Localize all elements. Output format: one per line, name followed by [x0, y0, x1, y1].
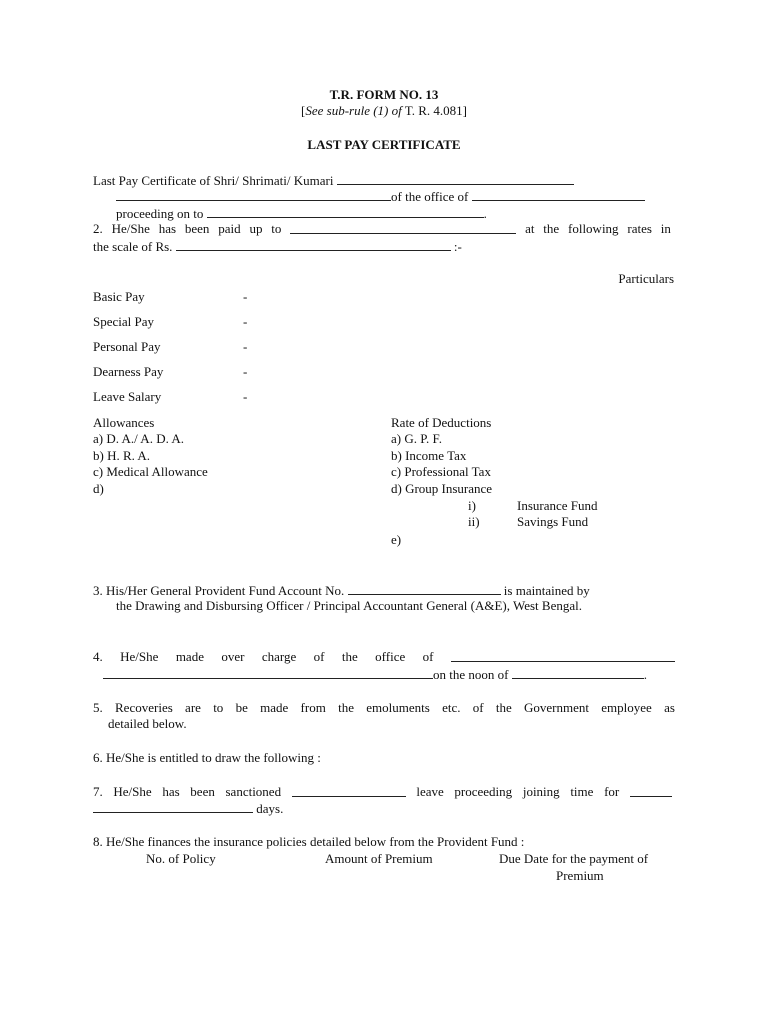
- para-5-word: the: [495, 700, 512, 715]
- para-7-word: been: [190, 784, 215, 799]
- deduction-item: a) G. P. F.: [391, 431, 442, 446]
- para-4-word: charge: [261, 649, 297, 664]
- para-8: 8. He/She finances the insurance policies detailed below from the Provident Fund :: [93, 834, 525, 849]
- para-5-word: employee: [601, 700, 652, 715]
- pay-item-dash: -: [243, 314, 248, 329]
- allowance-item: d): [93, 481, 104, 496]
- para-7-word: 7.: [93, 784, 103, 799]
- para-4-word: He/She: [120, 649, 159, 664]
- intro-line-2: [116, 188, 645, 205]
- para-7-word: has: [162, 784, 180, 799]
- pay-item-personal: Personal Pay: [93, 339, 161, 354]
- joining-time-blank[interactable]: [630, 784, 672, 797]
- para-4-word: the: [341, 649, 358, 664]
- para-2-word: He/She: [111, 221, 150, 236]
- para-5-word: etc.: [442, 700, 461, 715]
- para-2-word: up: [249, 221, 263, 236]
- para-7-line-2: [93, 800, 283, 817]
- particulars-label: Particulars: [618, 271, 674, 286]
- para-4-word: of: [313, 649, 325, 664]
- pay-item-dash: -: [243, 389, 248, 404]
- para-6: 6. He/She is entitled to draw the following :: [93, 750, 321, 765]
- para-2-word: in: [660, 221, 671, 236]
- allowance-item: b) H. R. A.: [93, 448, 151, 463]
- deduction-sub-label: Savings Fund: [517, 514, 589, 529]
- subrule-ref: T. R. 4.081: [404, 103, 463, 118]
- office-blank[interactable]: [472, 188, 645, 201]
- para-7-word: leave: [416, 784, 444, 799]
- para-5-word: Recoveries: [115, 700, 173, 715]
- para-5-word: from: [300, 700, 326, 715]
- days-label: days.: [256, 801, 284, 816]
- intro-line-3: proceeding on to .: [116, 206, 487, 221]
- para-3-end: is maintained by: [503, 583, 590, 598]
- para-2-word: has: [158, 221, 177, 236]
- para-7-word: for: [604, 784, 620, 799]
- para-2-word: at: [525, 221, 535, 236]
- subrule-italic: See sub-rule (1) of: [305, 103, 402, 118]
- para-5-word: made: [260, 700, 289, 715]
- proceeding-label: proceeding on to: [116, 206, 204, 221]
- deduction-item: b) Income Tax: [391, 448, 467, 463]
- para-5-word: Government: [524, 700, 589, 715]
- pay-item-dash: -: [243, 364, 248, 379]
- para-5-word: as: [664, 700, 675, 715]
- name-blank[interactable]: [337, 172, 574, 185]
- gpf-account-blank[interactable]: [348, 582, 501, 595]
- para-2-word: following: [568, 221, 619, 236]
- scale-blank[interactable]: [176, 238, 451, 251]
- para-2-line-2: [93, 238, 462, 255]
- of-office-label: of the office of: [391, 189, 469, 204]
- form-number: T.R. FORM NO. 13: [329, 87, 439, 102]
- para-4-line-1: [93, 649, 675, 665]
- deductions-heading: Rate of Deductions: [391, 415, 492, 430]
- premium-column-header: Amount of Premium: [325, 851, 433, 866]
- deduction-sub-num: i): [468, 498, 476, 513]
- due-date-column-header: Due Date for the payment of: [499, 851, 649, 866]
- policy-column-header: No. of Policy: [146, 851, 216, 866]
- para-2-word: paid: [218, 221, 241, 236]
- para-2-word: been: [184, 221, 210, 236]
- para-7-word: sanctioned: [225, 784, 282, 799]
- para-7-word: joining: [522, 784, 560, 799]
- deduction-item-e: e): [391, 532, 402, 547]
- deduction-sub-num: ii): [468, 514, 480, 529]
- para-5-line-1: [93, 700, 675, 716]
- para-3-line-1: [93, 582, 590, 599]
- para-4-word: 4.: [93, 649, 103, 664]
- para-2-line-1: [93, 221, 671, 237]
- intro-line-1: [93, 172, 574, 189]
- para-2-word: the: [543, 221, 560, 236]
- para-5-word: emoluments: [366, 700, 430, 715]
- para-5-word: of: [472, 700, 484, 715]
- para-3-line-2: the Drawing and Disbursing Officer / Principal Accountant General (A&E), West Bengal.: [116, 598, 582, 613]
- due-date-column-header-line-2: Premium: [556, 868, 604, 883]
- leave-period-blank[interactable]: [292, 784, 406, 797]
- para-2-word: rates: [627, 221, 652, 236]
- designation-blank[interactable]: [116, 188, 391, 201]
- allowance-item: c) Medical Allowance: [93, 464, 208, 479]
- para-2-word: to: [271, 221, 282, 236]
- pay-item-leave-salary: Leave Salary: [93, 389, 162, 404]
- para-5-word: are: [185, 700, 201, 715]
- subrule-reference: [See sub-rule (1) of T. R. 4.081]: [301, 103, 467, 118]
- pay-item-dearness: Dearness Pay: [93, 364, 164, 379]
- para-5-word: 5.: [93, 700, 103, 715]
- para-7-line-1: [93, 784, 672, 800]
- page-title: LAST PAY CERTIFICATE: [307, 137, 461, 152]
- days-blank[interactable]: [93, 800, 253, 813]
- pay-item-basic: Basic Pay: [93, 289, 145, 304]
- intro-label: Last Pay Certificate of Shri/ Shrimati/ Kumari: [93, 173, 334, 188]
- noon-date-blank[interactable]: [512, 666, 644, 679]
- office-charge-blank[interactable]: [451, 649, 675, 662]
- para-7-word: time: [570, 784, 594, 799]
- allowance-item: a) D. A./ A. D. A.: [93, 431, 184, 446]
- proceeding-blank[interactable]: [207, 205, 484, 218]
- para-2-word: 2.: [93, 221, 103, 236]
- deduction-sub-label: Insurance Fund: [517, 498, 598, 513]
- deduction-item: d) Group Insurance: [391, 481, 493, 496]
- noon-label: on the noon of: [433, 667, 509, 682]
- allowances-heading: Allowances: [93, 415, 155, 430]
- para-5-word: to: [213, 700, 224, 715]
- para-4-word: made: [175, 649, 204, 664]
- pay-item-special: Special Pay: [93, 314, 155, 329]
- para-4-word: of: [422, 649, 434, 664]
- scale-tail: :-: [453, 239, 462, 254]
- para-4-word: office: [375, 649, 406, 664]
- para-4-line-2: on the noon of .: [103, 666, 647, 683]
- pay-item-dash: -: [243, 289, 248, 304]
- para-7-word: proceeding: [454, 784, 513, 799]
- para-5-word: be: [235, 700, 248, 715]
- deduction-item: c) Professional Tax: [391, 464, 491, 479]
- para-5-word: the: [338, 700, 354, 715]
- charge-detail-blank[interactable]: [103, 666, 433, 679]
- pay-item-dash: -: [243, 339, 248, 354]
- paid-up-to-blank[interactable]: [290, 221, 516, 234]
- scale-label: the scale of Rs.: [93, 239, 173, 254]
- para-5-line-2: detailed below.: [108, 716, 187, 731]
- para-7-word: He/She: [113, 784, 152, 799]
- para-3-start: 3. His/Her General Provident Fund Account No.: [93, 583, 345, 598]
- para-4-word: over: [221, 649, 245, 664]
